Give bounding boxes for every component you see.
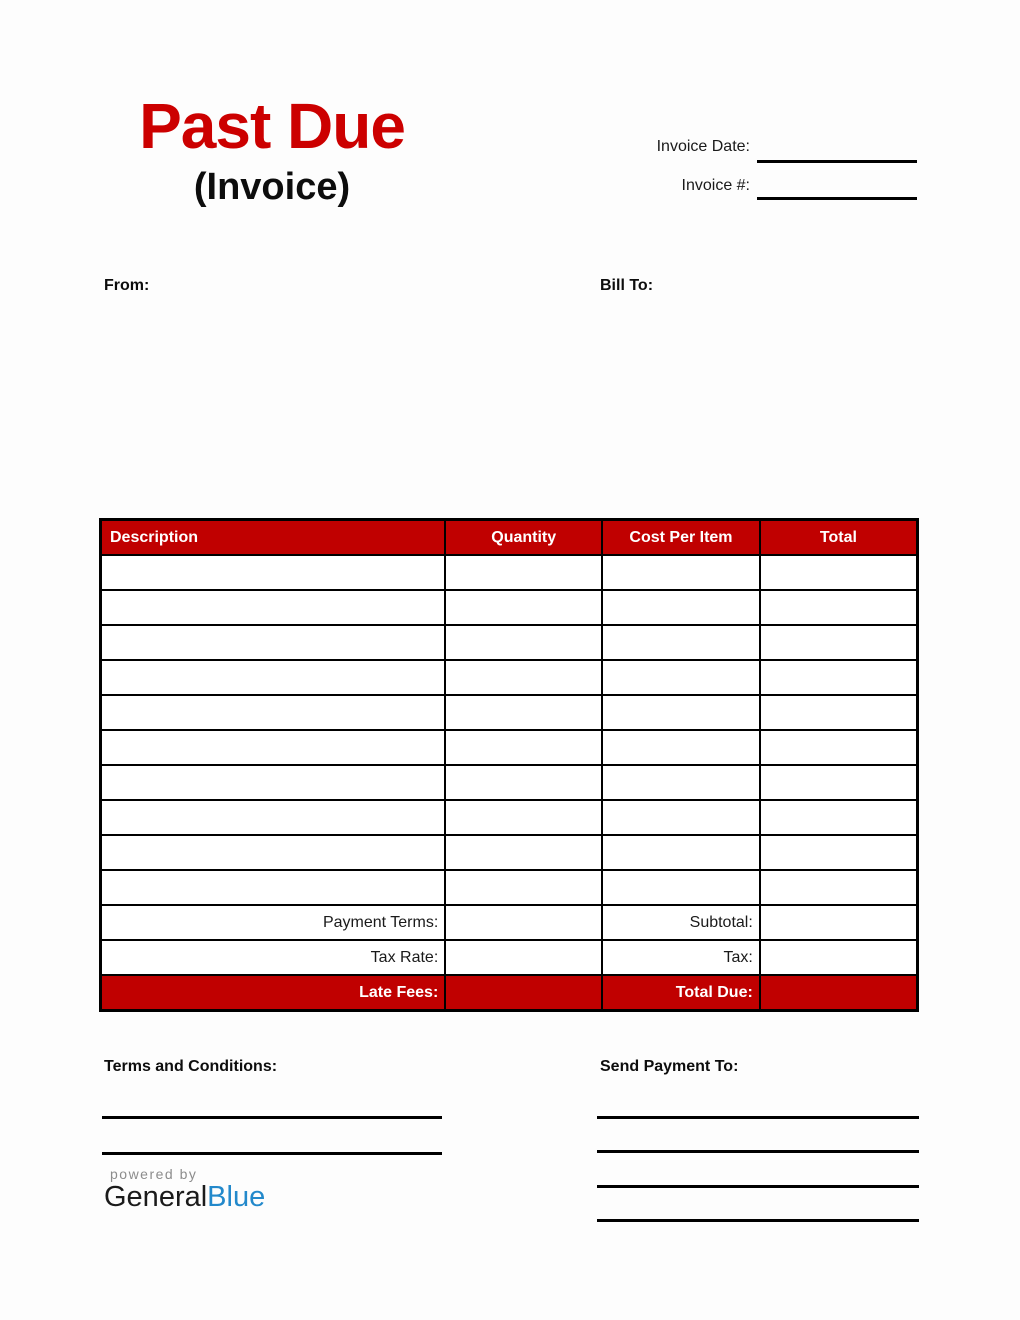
terms-and-conditions-label: Terms and Conditions:	[104, 1058, 278, 1075]
header-cost-per-item: Cost Per Item	[602, 520, 760, 556]
total-cell	[760, 555, 918, 590]
terms-line-1	[102, 1116, 442, 1119]
tax-rate-value-cell	[445, 940, 602, 975]
late-fees-label: Late Fees:	[101, 975, 446, 1011]
tax-value-cell	[760, 940, 918, 975]
total-cell	[760, 660, 918, 695]
cost-per-item-cell	[602, 730, 760, 765]
total-cell	[760, 835, 918, 870]
payment-line-2	[597, 1150, 919, 1153]
payment-terms-label: Payment Terms:	[101, 905, 446, 940]
summary-row-payment-terms	[101, 905, 918, 940]
cost-per-item-cell	[602, 555, 760, 590]
cost-per-item-cell	[602, 695, 760, 730]
invoice-number-field-line	[757, 197, 917, 200]
invoice-date-field-line	[757, 160, 917, 163]
description-cell	[101, 730, 446, 765]
terms-line-2	[102, 1152, 442, 1155]
table-empty-row	[101, 590, 918, 625]
description-cell	[101, 590, 446, 625]
total-cell	[760, 870, 918, 905]
table-empty-row	[101, 660, 918, 695]
invoice-date-label: Invoice Date:	[656, 138, 750, 155]
payment-terms-value-cell	[445, 905, 602, 940]
description-cell	[101, 800, 446, 835]
table-empty-row	[101, 730, 918, 765]
description-cell	[101, 765, 446, 800]
cost-per-item-cell	[602, 800, 760, 835]
description-cell	[101, 660, 446, 695]
general-blue-logo	[104, 1182, 265, 1214]
quantity-cell	[445, 660, 602, 695]
brand-general-text: General	[104, 1181, 208, 1213]
total-cell	[760, 590, 918, 625]
quantity-cell	[445, 555, 602, 590]
payment-line-4	[597, 1219, 919, 1222]
quantity-cell	[445, 625, 602, 660]
summary-row-total-due	[101, 975, 918, 1011]
description-cell	[101, 695, 446, 730]
quantity-cell	[445, 695, 602, 730]
page-title: Past Due	[139, 90, 405, 162]
description-cell	[101, 625, 446, 660]
total-due-label: Total Due:	[602, 975, 760, 1011]
send-payment-to-label: Send Payment To:	[600, 1058, 739, 1075]
quantity-cell	[445, 835, 602, 870]
cost-per-item-cell	[602, 660, 760, 695]
header-total: Total	[760, 520, 918, 556]
header-description: Description	[101, 520, 446, 556]
bill-to-label: Bill To:	[600, 277, 654, 294]
powered-by-text: powered by	[110, 1166, 198, 1182]
tax-label: Tax:	[602, 940, 760, 975]
cost-per-item-cell	[602, 590, 760, 625]
description-cell	[101, 555, 446, 590]
quantity-cell	[445, 590, 602, 625]
total-cell	[760, 625, 918, 660]
quantity-cell	[445, 730, 602, 765]
subtotal-value-cell	[760, 905, 918, 940]
cost-per-item-cell	[602, 765, 760, 800]
table-empty-row	[101, 555, 918, 590]
description-cell	[101, 835, 446, 870]
table-empty-row	[101, 695, 918, 730]
cost-per-item-cell	[602, 625, 760, 660]
tax-rate-label: Tax Rate:	[101, 940, 446, 975]
total-cell	[760, 695, 918, 730]
table-empty-row	[101, 870, 918, 905]
cost-per-item-cell	[602, 870, 760, 905]
header-quantity: Quantity	[445, 520, 602, 556]
total-cell	[760, 765, 918, 800]
payment-line-3	[597, 1185, 919, 1188]
total-cell	[760, 800, 918, 835]
payment-line-1	[597, 1116, 919, 1119]
description-cell	[101, 870, 446, 905]
late-fees-value-cell	[445, 975, 602, 1011]
summary-row-tax	[101, 940, 918, 975]
table-empty-row	[101, 765, 918, 800]
quantity-cell	[445, 800, 602, 835]
invoice-number-label: Invoice #:	[681, 177, 750, 194]
total-due-value-cell	[760, 975, 918, 1011]
table-empty-row	[101, 625, 918, 660]
table-header-row	[101, 520, 918, 556]
quantity-cell	[445, 870, 602, 905]
table-empty-row	[101, 835, 918, 870]
page-subtitle: (Invoice)	[193, 166, 351, 209]
brand-blue-text: Blue	[207, 1181, 266, 1213]
invoice-items-table	[99, 518, 919, 1012]
title-block	[0, 92, 544, 209]
cost-per-item-cell	[602, 835, 760, 870]
subtotal-label: Subtotal:	[602, 905, 760, 940]
from-label: From:	[104, 277, 150, 294]
total-cell	[760, 730, 918, 765]
table-empty-row	[101, 800, 918, 835]
quantity-cell	[445, 765, 602, 800]
